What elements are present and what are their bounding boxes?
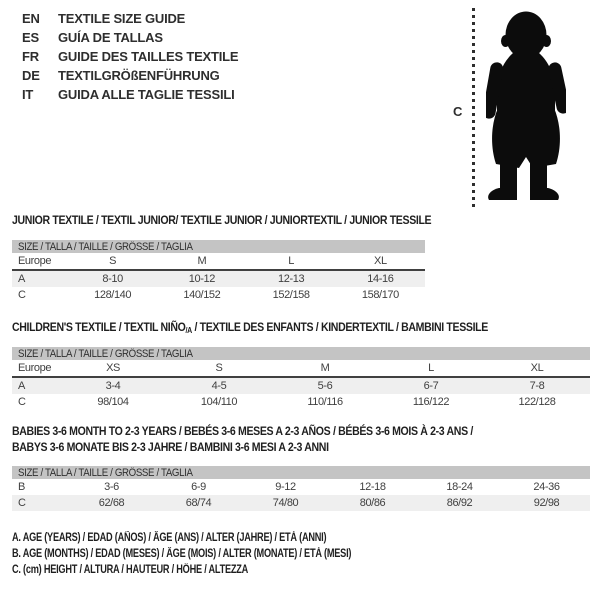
size-header-label: SIZE / TALLA / TAILLE / GRÖSSE / TAGLIA [18,240,193,253]
value-cell: M [272,360,378,377]
legend [12,532,436,580]
junior-size-table [12,240,425,303]
value-cell: S [166,360,272,377]
children-title-post: / TEXTILE DES ENFANTS / KINDERTEXTIL / BAMBINI TESSILE [191,320,488,334]
row-label-cell: C [18,289,26,301]
table-row-c [12,287,425,303]
table-row-c [12,394,590,410]
legend-line-c: C. (cm) HEIGHT / ALTURA / HAUTEUR / HÖHE / ALTEZZA [12,564,249,576]
table-row-europe [12,360,590,377]
value-cell: 6-9 [191,481,206,493]
row-label-cell: A [12,270,68,287]
value-cell: 158/170 [361,289,399,301]
row-label-cell: A [12,377,60,394]
babies-section-title-line2: BABYS 3-6 MONATE BIS 2-3 JAHRE / BAMBINI 3-6 MESI A 2-3 ANNI [12,440,329,454]
value-cell: 80/86 [329,495,416,511]
value-cell: XS [60,360,166,377]
legend-line-a: A. AGE (YEARS) / EDAD (AÑOS) / ÂGE (ANS) / ALTER (JAHRE) / ETÀ (ANNI) [12,532,327,544]
lang-row-es [22,28,238,47]
lang-code: DE [22,68,40,83]
table-row-a [12,270,425,287]
value-cell: L [247,253,336,270]
value-cell: 92/98 [503,495,590,511]
baby-silhouette-icon [486,10,566,204]
value-cell: 152/158 [272,289,310,301]
children-title-pre: CHILDREN'S TEXTILE / TEXTIL NIÑO [12,320,186,334]
table-row-europe [12,253,425,270]
value-cell: 110/116 [307,396,343,408]
value-cell: 122/128 [518,396,556,408]
value-cell: 62/68 [68,495,155,511]
size-header-label: SIZE / TALLA / TAILLE / GRÖSSE / TAGLIA [18,466,193,479]
value-cell: 128/140 [94,289,132,301]
value-cell: L [378,360,484,377]
value-cell: 140/152 [183,289,221,301]
lang-label: GUÍA DE TALLAS [58,30,163,45]
lang-row-de [22,66,238,85]
babies-size-table [12,466,590,511]
value-cell: 104/110 [200,396,238,408]
value-cell: 3-6 [104,481,119,493]
table-row-a [12,377,590,394]
lang-row-fr [22,47,238,66]
table-row-c [12,495,590,511]
value-cell: 7-8 [484,377,590,394]
value-cell: 116/122 [412,396,450,408]
value-cell: M [157,253,246,270]
value-cell: 18-24 [446,481,473,493]
value-cell: 10-12 [157,270,246,287]
children-size-table [12,347,590,410]
value-cell: 12-13 [247,270,336,287]
size-header-label: SIZE / TALLA / TAILLE / GRÖSSE / TAGLIA [18,347,193,360]
value-cell: 5-6 [272,377,378,394]
value-cell: 74/80 [242,495,329,511]
value-cell: 98/104 [97,396,129,408]
legend-line-b: B. AGE (MONTHS) / EDAD (MESES) / ÂGE (MOIS) / ALTER (MONATE) / ETÀ (MESI) [12,548,352,560]
lang-row-it [22,85,238,104]
lang-row-en [22,9,238,28]
junior-section-title: JUNIOR TEXTILE / TEXTIL JUNIOR/ TEXTILE JUNIOR / JUNIORTEXTIL / JUNIOR TESSILE [12,213,432,227]
language-list [22,9,238,104]
value-cell: 4-5 [166,377,272,394]
babies-section-title-line1: BABIES 3-6 MONTH TO 2-3 YEARS / BEBÉS 3-6 MESES A 2-3 AÑOS / BÉBÉS 3-6 MOIS À 2-3 ANS / [12,424,473,438]
value-cell: 86/92 [416,495,503,511]
value-cell: 24-36 [533,481,560,493]
row-label-cell: C [18,396,26,408]
lang-label: GUIDE DES TAILLES TEXTILE [58,49,239,64]
lang-label: GUIDA ALLE TAGLIE TESSILI [58,87,235,102]
value-cell: 8-10 [68,270,157,287]
children-section-title [12,320,488,335]
value-cell: 9-12 [275,481,296,493]
lang-code: FR [22,49,39,64]
row-label-cell: Europe [12,253,68,270]
value-cell: S [68,253,157,270]
value-cell: XL [336,253,425,270]
value-cell: 12-18 [359,481,386,493]
lang-label: TEXTILGRÖßENFÜHRUNG [58,68,220,83]
lang-label: TEXTILE SIZE GUIDE [58,11,186,26]
size-header-bar [12,240,425,253]
lang-code: IT [22,87,34,102]
value-cell: 14-16 [336,270,425,287]
row-label-cell: Europe [12,360,60,377]
row-label-cell: B [18,481,25,493]
value-cell: XL [484,360,590,377]
lang-code: EN [22,11,40,26]
height-measure-line [472,8,475,210]
value-cell: 6-7 [378,377,484,394]
children-title-sub: /A [185,326,192,335]
lang-code: ES [22,30,39,45]
table-row-b [12,479,590,495]
height-c-label: C [453,104,463,119]
value-cell: 3-4 [60,377,166,394]
value-cell: 68/74 [155,495,242,511]
row-label-cell: C [12,495,68,511]
size-header-bar [12,347,590,360]
size-header-bar [12,466,590,479]
